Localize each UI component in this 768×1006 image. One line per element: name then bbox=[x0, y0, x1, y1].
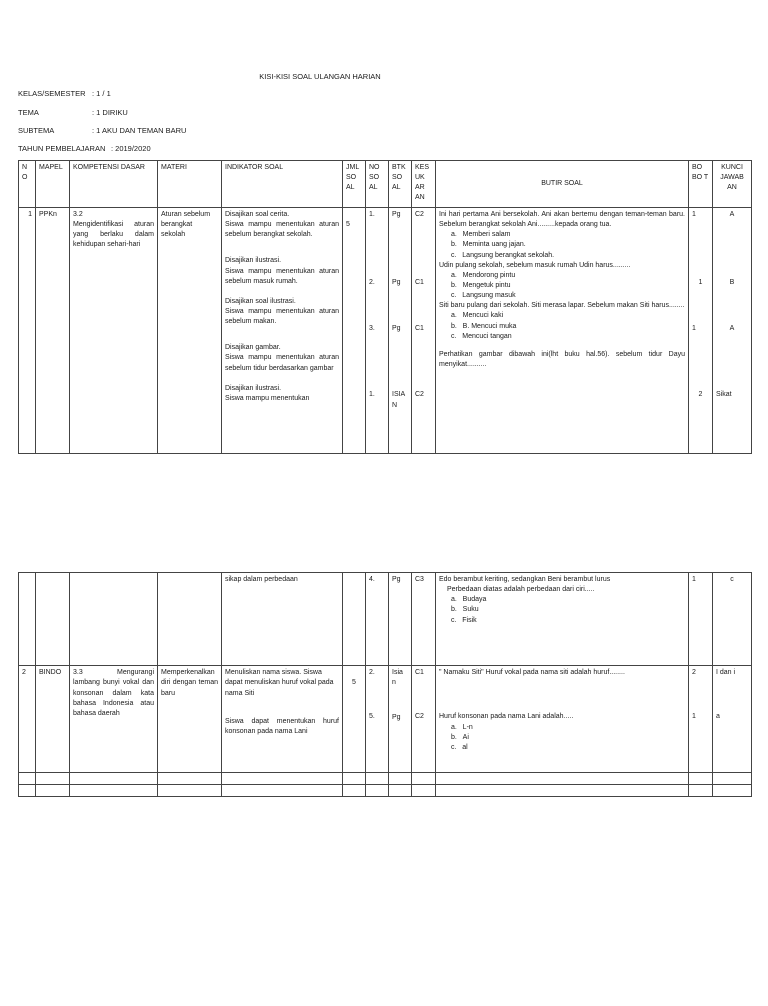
row-kd bbox=[70, 208, 158, 454]
header-bobot: BO BO T bbox=[689, 161, 713, 208]
btk-3: Pg bbox=[392, 325, 401, 333]
cont-option-c: c. Fisik bbox=[451, 616, 477, 624]
indikator-5-b: Siswa mampu menentukan bbox=[225, 394, 310, 402]
header-jml: JML SO AL bbox=[343, 161, 366, 208]
row-kes bbox=[412, 208, 436, 454]
table-row bbox=[19, 573, 752, 666]
header-nosoal: NO SO AL bbox=[366, 161, 389, 208]
row2-kunci-1: I dan i bbox=[716, 669, 736, 677]
cont-btk: Pg bbox=[389, 573, 412, 666]
table-row-empty bbox=[19, 784, 752, 796]
header-btk: BTK SO AL bbox=[389, 161, 412, 208]
row2-kd-text-b: lambang bunyi vokal dan konsonan dalam kata bahasa Indonesia atau bahasa daerah bbox=[73, 679, 154, 717]
cont-question-line-1: Edo berambut keriting, sedangkan Beni berambut lurus bbox=[439, 576, 611, 583]
indikator-4-a: Disajikan gambar. bbox=[225, 344, 281, 352]
row2-kes-1: C1 bbox=[415, 669, 424, 677]
document-title: KISI-KISI SOAL ULANGAN HARIAN bbox=[259, 72, 381, 81]
row-nosoal bbox=[366, 208, 389, 454]
cont-butir bbox=[436, 573, 689, 666]
kes-2: C1 bbox=[415, 279, 424, 287]
table-row-empty bbox=[19, 772, 752, 784]
row2-question-2: Huruf konsonan pada nama Lani adalah..... bbox=[439, 713, 574, 721]
header-no: N O bbox=[19, 161, 36, 208]
bobot-4: 2 bbox=[698, 391, 703, 399]
kunci-4: Sikat bbox=[716, 391, 732, 399]
header-kd: KOMPETENSI DASAR bbox=[70, 161, 158, 208]
row2-question-1: " Namaku Siti" Huruf vokal pada nama siti adalah huruf........ bbox=[439, 669, 625, 677]
table-row bbox=[19, 666, 752, 772]
header-mapel: MAPEL bbox=[36, 161, 70, 208]
btk-4: ISIA N bbox=[392, 391, 405, 409]
row-kunci bbox=[713, 208, 752, 454]
row-jml bbox=[343, 208, 366, 454]
indikator-3-b: Siswa mampu menentukan aturan sebelum makan. bbox=[225, 307, 339, 326]
row2-btk-2: Pg bbox=[392, 713, 401, 721]
header-kes: KES UK AR AN bbox=[412, 161, 436, 208]
row2-indikator-2: Siswa dapat menentukan huruf konsonan pada nama Lani bbox=[225, 717, 339, 735]
row-no: 1 bbox=[19, 208, 36, 454]
row2-kunci bbox=[713, 666, 752, 772]
row2-bobot-2: 1 bbox=[692, 713, 696, 721]
indikator-3-a: Disajikan soal ilustrasi. bbox=[225, 297, 296, 305]
table-row bbox=[19, 208, 752, 454]
bobot-3: 1 bbox=[692, 325, 696, 333]
nosoal-2: 2. bbox=[369, 279, 375, 287]
nosoal-1: 1. bbox=[369, 211, 375, 218]
row2-kes bbox=[412, 666, 436, 772]
row-indikator bbox=[222, 208, 343, 454]
question-3-option-b: b. B. Mencuci muka bbox=[451, 322, 517, 330]
row2-kd bbox=[70, 666, 158, 772]
meta-value-subtema: : 1 AKU DAN TEMAN BARU bbox=[92, 126, 187, 135]
meta-label-kelas: KELAS/SEMESTER bbox=[18, 89, 86, 98]
row2-btk-1: Isia n bbox=[392, 669, 403, 687]
question-2: Udin pulang sekolah, sebelum masuk rumah Udin harus......... bbox=[439, 261, 631, 269]
cont-option-a: a. Budaya bbox=[451, 596, 487, 604]
cont-nosoal: 4. bbox=[366, 573, 389, 666]
kisi-kisi-table-continued bbox=[18, 572, 752, 797]
meta-value-kelas: : 1 / 1 bbox=[92, 89, 111, 98]
question-2-option-a: a. Mendorong pintu bbox=[451, 271, 516, 279]
nosoal-4: 1. bbox=[369, 391, 375, 399]
question-1-option-b: b. Meminta uang jajan. bbox=[451, 241, 526, 249]
row2-bobot-1: 2 bbox=[692, 669, 696, 677]
meta-label-tema: TEMA bbox=[18, 108, 39, 117]
indikator-4-b: Siswa mampu menentukan aturan sebelum tidur berdasarkan gambar bbox=[225, 354, 339, 372]
cont-option-b: b. Suku bbox=[451, 606, 479, 614]
cont-kunci: c bbox=[713, 573, 752, 666]
kd-text: Mengidentifikasi aturan yang berlaku dalam kehidupan sehari-hari bbox=[73, 221, 154, 249]
question-2-option-b: b. Mengetuk pintu bbox=[451, 281, 511, 289]
kunci-2: B bbox=[729, 279, 735, 287]
row2-kunci-2: a bbox=[716, 713, 720, 721]
row-btk bbox=[389, 208, 412, 454]
row2-question-2-option-a: a. L-n bbox=[451, 723, 473, 731]
row2-nosoal bbox=[366, 666, 389, 772]
row2-question-2-option-c: c. al bbox=[451, 743, 468, 751]
indikator-5-a: Disajikan ilustrasi. bbox=[225, 384, 282, 392]
row2-jml bbox=[343, 666, 366, 772]
question-1: Ini hari pertama Ani bersekolah. Ani akan bertemu dengan teman-teman baru. Sebelum berangkat sekolah Ani.........kepada orang tua. bbox=[439, 211, 685, 229]
cont-bobot: 1 bbox=[689, 573, 713, 666]
cont-kes: C3 bbox=[412, 573, 436, 666]
row2-indikator bbox=[222, 666, 343, 772]
row2-nosoal-1: 2. bbox=[369, 669, 375, 677]
row-bobot bbox=[689, 208, 713, 454]
header-kunci: KUNCI JAWAB AN bbox=[713, 161, 752, 208]
meta-label-subtema: SUBTEMA bbox=[18, 126, 55, 135]
bobot-2: 1 bbox=[698, 279, 703, 287]
nosoal-3: 3. bbox=[369, 325, 375, 333]
kd-code: 3.2 bbox=[73, 211, 83, 218]
indikator-1-a: Disajikan soal cerita. bbox=[225, 211, 290, 218]
row2-nosoal-2: 5. bbox=[369, 713, 375, 721]
kunci-3: A bbox=[729, 325, 735, 333]
question-4: Perhatikan gambar dibawah ini(lht buku hal.56). sebelum tidur Dayu menyikat.......... bbox=[439, 350, 685, 368]
row2-bobot bbox=[689, 666, 713, 772]
meta-value-tema: : 1 DIRIKU bbox=[92, 108, 128, 117]
question-3: Siti baru pulang dari sekolah. Siti merasa lapar. Sebelum makan Siti harus........ bbox=[439, 302, 685, 310]
cont-question-line-2: Perbedaan diatas adalah perbedaan dari ciri..... bbox=[447, 586, 595, 594]
row2-butir bbox=[436, 666, 689, 772]
btk-2: Pg bbox=[392, 279, 401, 287]
row2-no: 2 bbox=[19, 666, 36, 772]
kes-3: C1 bbox=[415, 325, 424, 333]
row2-kes-2: C2 bbox=[415, 713, 424, 721]
indikator-2-b: Siswa mampu menentukan aturan sebelum masuk rumah. bbox=[225, 267, 339, 285]
indikator-2-a: Disajikan ilustrasi. bbox=[225, 257, 282, 265]
meta-value-tahun: : 2019/2020 bbox=[111, 144, 151, 153]
header-indikator: INDIKATOR SOAL bbox=[222, 161, 343, 208]
question-3-option-c: c. Mencuci tangan bbox=[451, 332, 512, 340]
kunci-1: A bbox=[729, 211, 735, 218]
row2-btk bbox=[389, 666, 412, 772]
btk-1: Pg bbox=[392, 211, 401, 218]
kes-4: C2 bbox=[415, 391, 424, 399]
meta-label-tahun: TAHUN PEMBELAJARAN bbox=[18, 144, 106, 153]
kisi-kisi-table bbox=[18, 160, 752, 454]
row2-kd-code: 3.3 bbox=[73, 669, 83, 677]
question-1-option-a: a. Memberi salam bbox=[451, 231, 511, 239]
row-butir bbox=[436, 208, 689, 454]
question-2-option-c: c. Langsung masuk bbox=[451, 292, 516, 300]
row-materi: Aturan sebelum berangkat sekolah bbox=[158, 208, 222, 454]
row-mapel: PPKn bbox=[36, 208, 70, 454]
row2-question-2-option-b: b. Ai bbox=[451, 733, 469, 741]
row2-indikator-1: Menuliskan nama siswa. Siswa dapat menuliskan huruf vokal pada nama Siti bbox=[225, 669, 334, 697]
header-materi: MATERI bbox=[158, 161, 222, 208]
question-1-option-c: c. Langsung berangkat sekolah. bbox=[451, 251, 555, 259]
row2-jml-value: 5 bbox=[352, 679, 356, 687]
bobot-1: 1 bbox=[692, 211, 696, 218]
header-butir: BUTIR SOAL bbox=[436, 161, 689, 208]
question-3-option-a: a. Mencuci kaki bbox=[451, 312, 504, 320]
row2-kd-text-a: Mengurangi bbox=[117, 669, 154, 677]
row2-mapel: BINDO bbox=[36, 666, 70, 772]
kes-1: C2 bbox=[415, 211, 424, 218]
indikator-1-b: Siswa mampu menentukan aturan sebelum berangkat sekolah. bbox=[225, 221, 339, 239]
jml-value: 5 bbox=[346, 221, 350, 228]
cont-indikator: sikap dalam perbedaan bbox=[222, 573, 343, 666]
table-header-row bbox=[19, 161, 752, 208]
row2-materi: Memperkenalkan diri dengan teman baru bbox=[158, 666, 222, 772]
